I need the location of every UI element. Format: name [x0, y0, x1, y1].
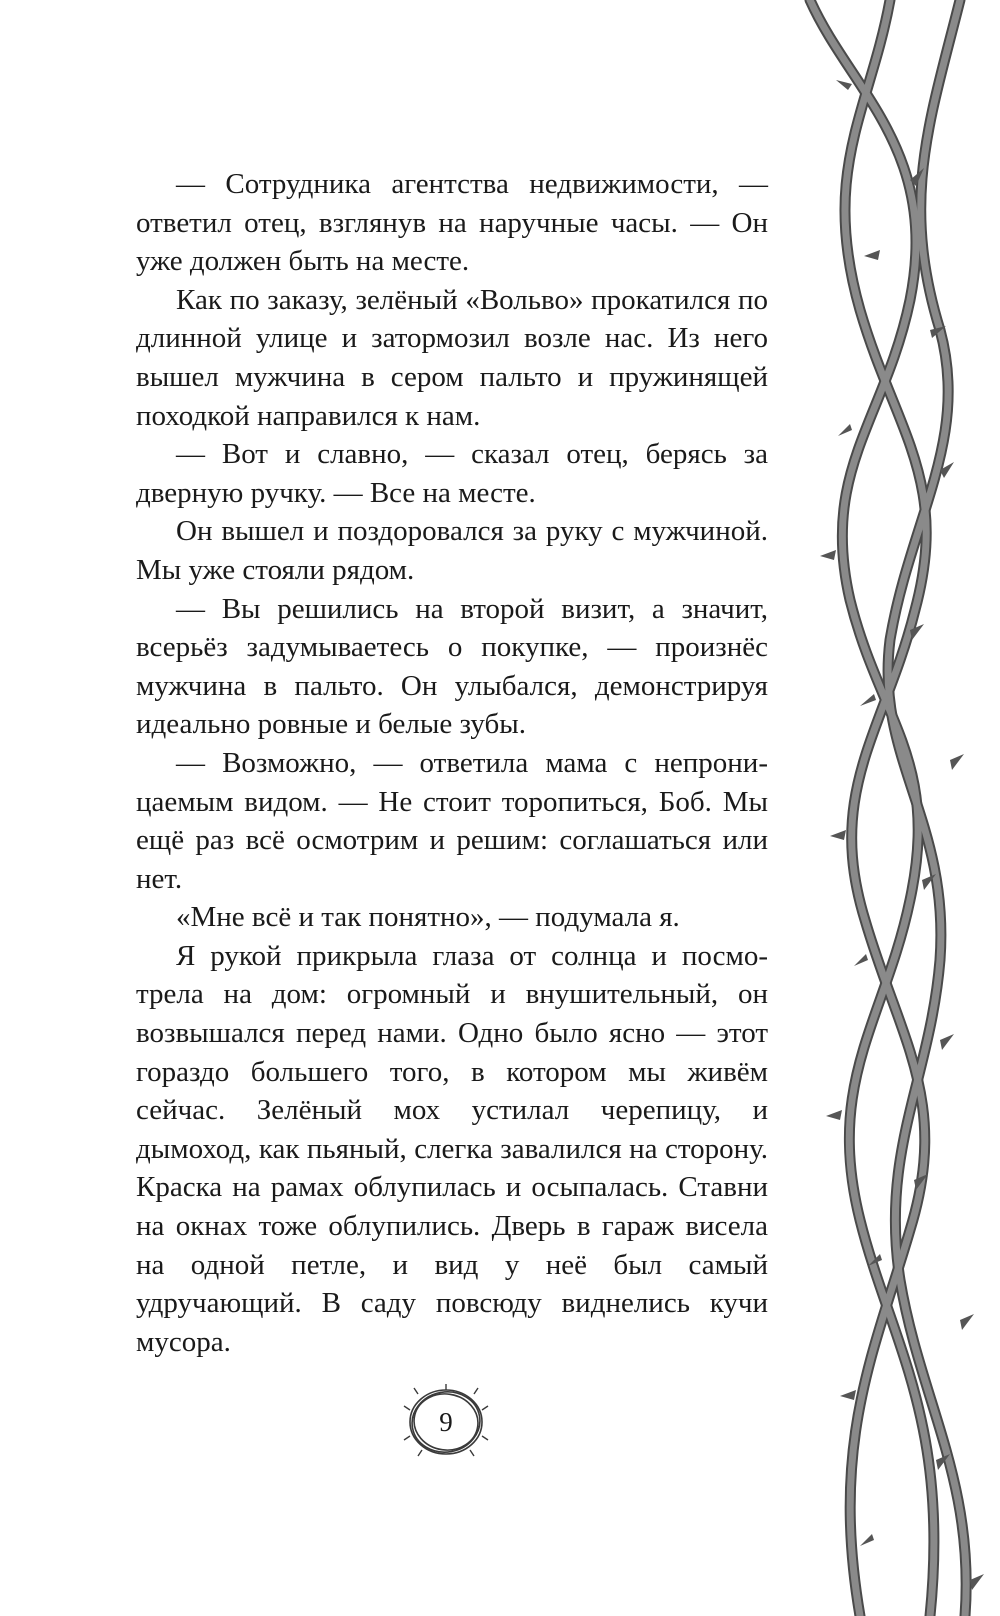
paragraph: — Возможно, — ответила мама с непроницаемым видом. — Не стоит торопиться, Боб. Мы ещё раз всё осмотрим и решим: соглашаться или нет. [136, 746, 768, 895]
page-number: 9 [439, 1407, 453, 1437]
thorny-vine-icon [790, 0, 1000, 1616]
paragraph: Я рукой прикрыла глаза от солнца и посмотрела на дом: огромный и внушительный, он возвышался перед нами. Одно было ясно — этот гораздо большего того, в котором мы живём сейчас. Зелёный мох устилал черепицу, и дымоход, как пьяный, слегка завалился на сторону. Краска на рамах облупилась и осыпалась. Ставни на окнах тоже облупились. Дверь в гараж висела на одной петле, и вид у неё был самый удручающий. В саду повсюду виднелись кучи мусора. [136, 939, 768, 1358]
body-text [136, 165, 768, 1361]
paragraph: — Вы решились на второй визит, а значит, всерьёз задумываетесь о покупке, — произнёс мужчина в пальто. Он улыбался, демонстрируя идеально ровные и белые зубы. [136, 592, 768, 741]
page-number-frame [398, 1380, 494, 1464]
paragraph: Он вышел и поздоровался за руку с мужчиной. Мы уже стояли рядом. [136, 515, 768, 586]
paragraph: Как по заказу, зелёный «Вольво» прокатился по длинной улице и затормозил возле нас. Из него вышел мужчина в сером пальто и пружинящей походкой направился к нам. [136, 283, 768, 432]
paragraph: — Сотрудника агентства недвижимости, — ответил отец, взглянув на наручные часы. — Он уже должен быть на месте. [136, 168, 768, 278]
paragraph: «Мне всё и так понятно», — подумала я. [176, 901, 680, 934]
paragraph: — Вот и славно, — сказал отец, берясь за дверную ручку. — Все на месте. [136, 438, 768, 509]
